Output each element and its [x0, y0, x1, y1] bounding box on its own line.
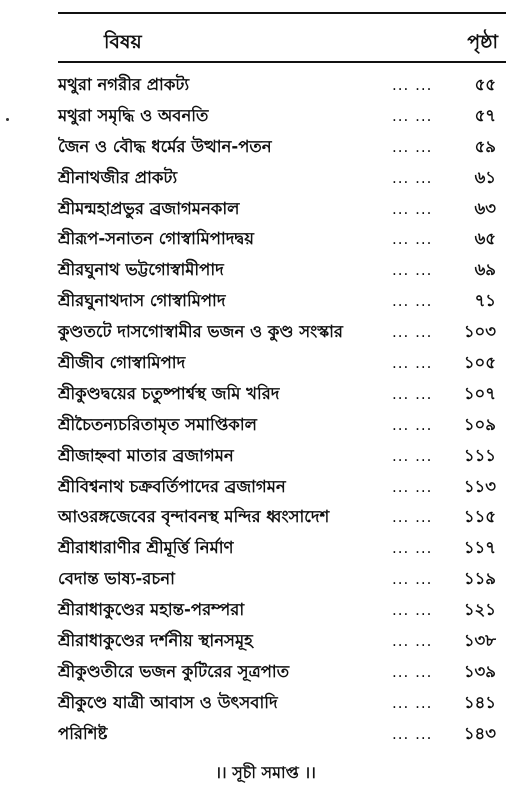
toc-entry-title: শ্রীরাধাকুণ্ডের দর্শনীয় স্থানসমূহ [58, 631, 253, 651]
toc-entry [58, 595, 506, 626]
toc-entry-title: শ্রীজাহ্নবা মাতার ব্রজাগমন [58, 445, 234, 465]
toc-entry [58, 564, 506, 595]
toc-dot-leader: ... ... [392, 415, 433, 434]
toc-entry [58, 410, 506, 441]
toc-entry-title: শ্রীকুণ্ডে যাত্রী আবাস ও উৎসবাদি [58, 692, 278, 712]
toc-entry [58, 348, 506, 379]
toc-dot-leader: ... ... [392, 539, 433, 558]
table-of-contents [58, 70, 506, 750]
toc-entry-page-number: ১০৫ [463, 353, 496, 373]
toc-entry-page-number: ১০৭ [463, 383, 496, 403]
toc-entry-title: শ্রীকুণ্ডতীরে ভজন কুটিরের সূত্রপাত [58, 661, 290, 681]
toc-entry-title: শ্রীরূপ-সনাতন গোস্বামিপাদদ্বয় [58, 229, 254, 249]
toc-dot-leader: ... ... [392, 137, 433, 156]
toc-entry-title: শ্রীকুণ্ডদ্বয়ের চতুষ্পার্শ্বস্থ জমি খরিদ [58, 383, 280, 403]
top-rule [58, 12, 506, 14]
toc-dot-leader: ... ... [392, 261, 433, 280]
toc-entry [58, 441, 506, 472]
toc-dot-leader: ... ... [392, 724, 433, 743]
toc-entry [58, 317, 506, 348]
toc-dot-leader: ... ... [392, 384, 433, 403]
toc-entry [58, 688, 506, 719]
toc-entry [58, 657, 506, 688]
toc-dot-leader: ... ... [392, 168, 433, 187]
toc-entry-page-number: ৬৯ [474, 260, 496, 280]
toc-entry [58, 502, 506, 533]
toc-entry-title: শ্রীনাথজীর প্রাকট্য [58, 167, 178, 187]
toc-entry-page-number: ১২১ [463, 600, 496, 620]
toc-entry-title: আওরঙ্গজেবের বৃন্দাবনস্থ মন্দির ধ্বংসাদেশ [58, 507, 330, 527]
toc-entry-title: জৈন ও বৌদ্ধ ধর্মের উত্থান-পতন [58, 136, 272, 156]
toc-dot-leader: ... ... [392, 570, 433, 589]
toc-dot-leader: ... ... [392, 477, 433, 496]
toc-entry-page-number: ১৩৮ [463, 631, 496, 651]
toc-dot-leader: ... ... [392, 323, 433, 342]
toc-entry-page-number: ৭১ [474, 291, 496, 311]
toc-entry-page-number: ১১৭ [463, 538, 496, 558]
toc-entry-title: শ্রীরাধাকুণ্ডের মহান্ত-পরম্পরা [58, 600, 245, 620]
toc-entry-page-number: ৬১ [474, 167, 496, 187]
toc-entry [58, 132, 506, 163]
toc-entry-title: শ্রীরাধারাণীর শ্রীমূর্ত্তি নির্মাণ [58, 538, 234, 558]
toc-entry-page-number: ৬৩ [474, 198, 496, 218]
toc-dot-leader: ... ... [392, 292, 433, 311]
toc-dot-leader: ... ... [392, 446, 433, 465]
toc-entry-title: শ্রীরঘুনাথদাস গোস্বামিপাদ [58, 291, 226, 311]
toc-entry-page-number: ৫৫ [474, 75, 496, 94]
toc-entry [58, 626, 506, 657]
toc-entry [58, 163, 506, 194]
toc-entry-title: কুণ্ডতটে দাসগোস্বামীর ভজন ও কুণ্ড সংস্কার [58, 322, 343, 342]
toc-entry [58, 533, 506, 564]
toc-dot-leader: ... ... [392, 106, 433, 125]
toc-dot-leader: ... ... [392, 199, 433, 218]
toc-entry-title: মথুরা নগরীর প্রাকট্য [58, 75, 190, 94]
toc-entry [58, 255, 506, 286]
toc-entry-title: শ্রীজীব গোস্বামিপাদ [58, 353, 186, 373]
toc-entry-page-number: ১০৩ [463, 322, 496, 342]
toc-entry [58, 379, 506, 410]
toc-entry-page-number: ১১৯ [463, 569, 496, 589]
subject-column-heading: বিষয় [104, 31, 142, 53]
toc-entry-page-number: ১৪৩ [463, 723, 496, 743]
toc-entry-page-number: ৫৭ [474, 105, 496, 125]
toc-dot-leader: ... ... [392, 508, 433, 527]
toc-entry-page-number: ১১১ [463, 445, 496, 465]
toc-entry-page-number: ৫৯ [474, 136, 496, 156]
toc-entry-title: শ্রীমন্মহাপ্রভুর ব্রজাগমনকাল [58, 198, 240, 218]
toc-entry-title: শ্রীচৈতন্যচরিতামৃত সমাপ্তিকাল [58, 414, 257, 434]
toc-entry-title: পরিশিষ্ট [58, 723, 108, 743]
stray-ink-mark [6, 118, 9, 121]
toc-dot-leader: ... ... [392, 354, 433, 373]
toc-entry [58, 224, 506, 255]
toc-dot-leader: ... ... [392, 632, 433, 651]
toc-entry-page-number: ১০৯ [463, 414, 496, 434]
toc-entry [58, 286, 506, 317]
header-rule [58, 61, 506, 63]
toc-entry [58, 70, 506, 101]
toc-entry-page-number: ১১৩ [463, 476, 496, 496]
toc-entry-page-number: ১৩৯ [463, 661, 496, 681]
toc-dot-leader: ... ... [392, 662, 433, 681]
toc-dot-leader: ... ... [392, 601, 433, 620]
toc-entry-page-number: ১১৫ [463, 507, 496, 527]
toc-dot-leader: ... ... [392, 76, 433, 94]
toc-entry-page-number: ১৪১ [463, 692, 496, 712]
toc-entry-title: বেদান্ত ভাষ্য-রচনা [58, 569, 175, 589]
toc-entry [58, 472, 506, 503]
toc-entry [58, 194, 506, 225]
toc-dot-leader: ... ... [392, 693, 433, 712]
toc-end-marker: ।। সূচী সমাপ্ত ।। [215, 763, 316, 782]
toc-entry [58, 719, 506, 750]
toc-entry-page-number: ৬৫ [474, 229, 496, 249]
page-column-heading: পৃষ্ঠা [467, 31, 498, 53]
toc-dot-leader: ... ... [392, 230, 433, 249]
toc-entry-title: শ্রীবিশ্বনাথ চক্রবর্তিপাদের ব্রজাগমন [58, 476, 286, 496]
toc-entry [58, 101, 506, 132]
toc-entry-title: শ্রীরঘুনাথ ভট্টগোস্বামীপাদ [58, 260, 224, 280]
toc-header [58, 28, 506, 60]
toc-entry-title: মথুরা সমৃদ্ধি ও অবনতি [58, 105, 209, 125]
